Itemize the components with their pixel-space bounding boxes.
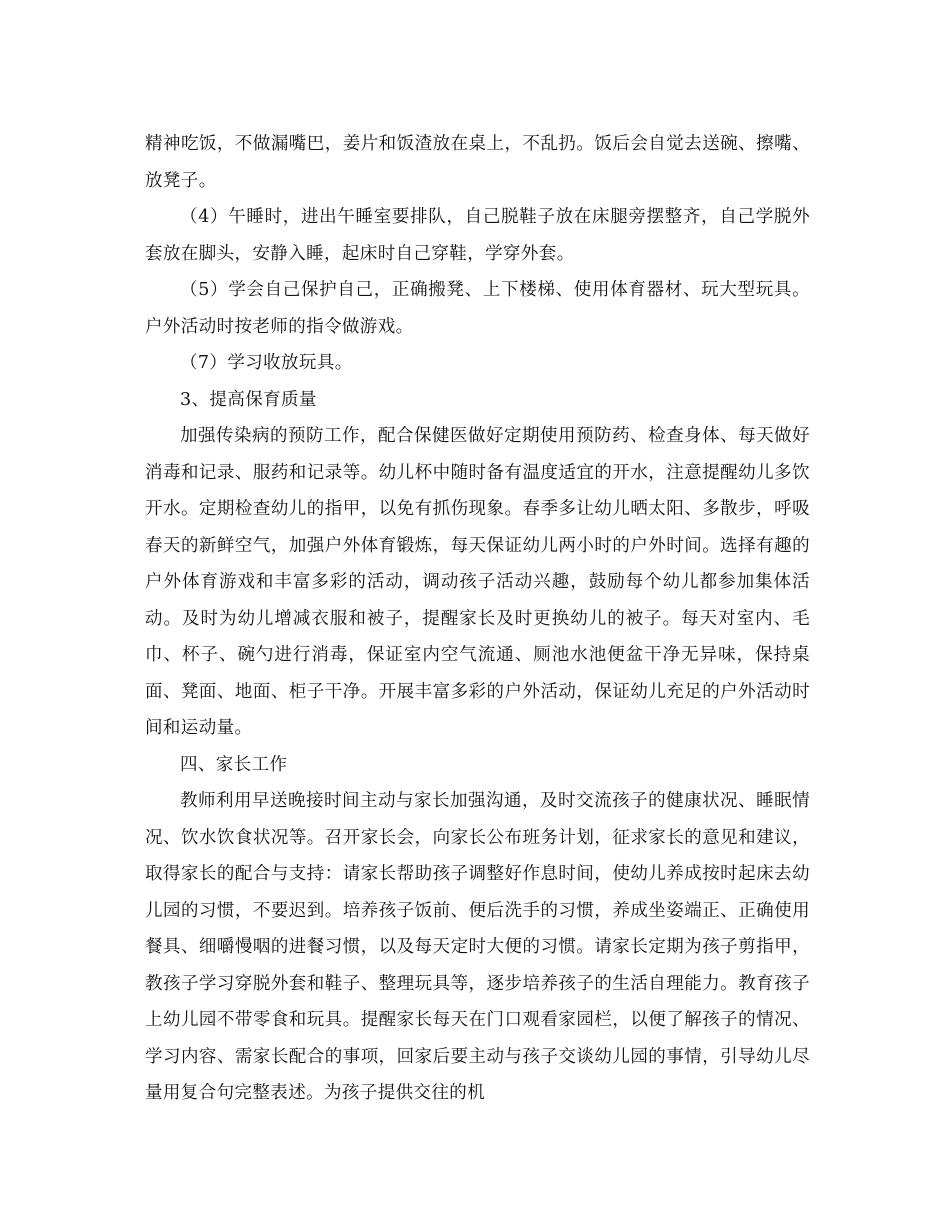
paragraph-parent-communication: 教师利用早送晚接时间主动与家长加强沟通，及时交流孩子的健康状况、睡眠情况、饮水饮食状况等。召开家长会，向家长公布班务计划，征求家长的意见和建议，取得家长的配合与支持：请家长帮助孩子调整好作息时间，使幼儿养成按时起床去幼儿园的习惯，不要迟到。培养孩子饭前、便后洗手的习惯，养成坐姿端正、正确使用餐具、细嚼慢咽的进餐习惯，以及每天定时大便的习惯。请家长定期为孩子剪指甲，教孩子学习穿脱外套和鞋子、整理玩具等，逐步培养孩子的生活自理能力。教育孩子上幼儿园不带零食和玩具。提醒家长每天在门口观看家园栏，以便了解孩子的情况、学习内容、需家长配合的事项，回家后要主动与孩子交谈幼儿园的事情，引导幼儿尽量用复合句完整表述。为孩子提供交往的机 — [145, 791, 810, 1103]
document-page — [145, 126, 810, 1112]
paragraph-toy-storage: （7）学习收放玩具。 — [180, 353, 353, 373]
heading-childcare-quality: 3、提高保育质量 — [180, 389, 317, 410]
paragraph-self-protection: （5）学会自己保护自己，正确搬凳、上下楼梯、使用体育器材、玩大型玩具。户外活动时按老师的指令做游戏。 — [145, 280, 810, 337]
paragraph-nap-routine: （4）午睡时，进出午睡室要排队，自己脱鞋子放在床腿旁摆整齐，自己学脱外套放在脚头，安静入睡，起床时自己穿鞋，学穿外套。 — [145, 207, 810, 264]
heading-parent-work: 四、家长工作 — [180, 754, 288, 775]
paragraph-continuation: 精神吃饭，不做漏嘴巴，姜片和饭渣放在桌上，不乱扔。饭后会自觉去送碗、擦嘴、放凳子。 — [145, 134, 810, 191]
paragraph-disease-prevention: 加强传染病的预防工作，配合保健医做好定期使用预防药、检查身体、每天做好消毒和记录、服药和记录等。幼儿杯中随时备有温度适宜的开水，注意提醒幼儿多饮开水。定期检查幼儿的指甲，以免有抓伤现象。春季多让幼儿晒太阳、多散步，呼吸春天的新鲜空气，加强户外体育锻炼，每天保证幼儿两小时的户外时间。选择有趣的户外体育游戏和丰富多彩的活动，调动孩子活动兴趣，鼓励每个幼儿都参加集体活动。及时为幼儿增减衣服和被子，提醒家长及时更换幼儿的被子。每天对室内、毛巾、杯子、碗勺进行消毒，保证室内空气流通、厕池水池便盆干净无异味，保持桌面、凳面、地面、柜子干净。开展丰富多彩的户外活动，保证幼儿充足的户外活动时间和运动量。 — [145, 426, 810, 738]
